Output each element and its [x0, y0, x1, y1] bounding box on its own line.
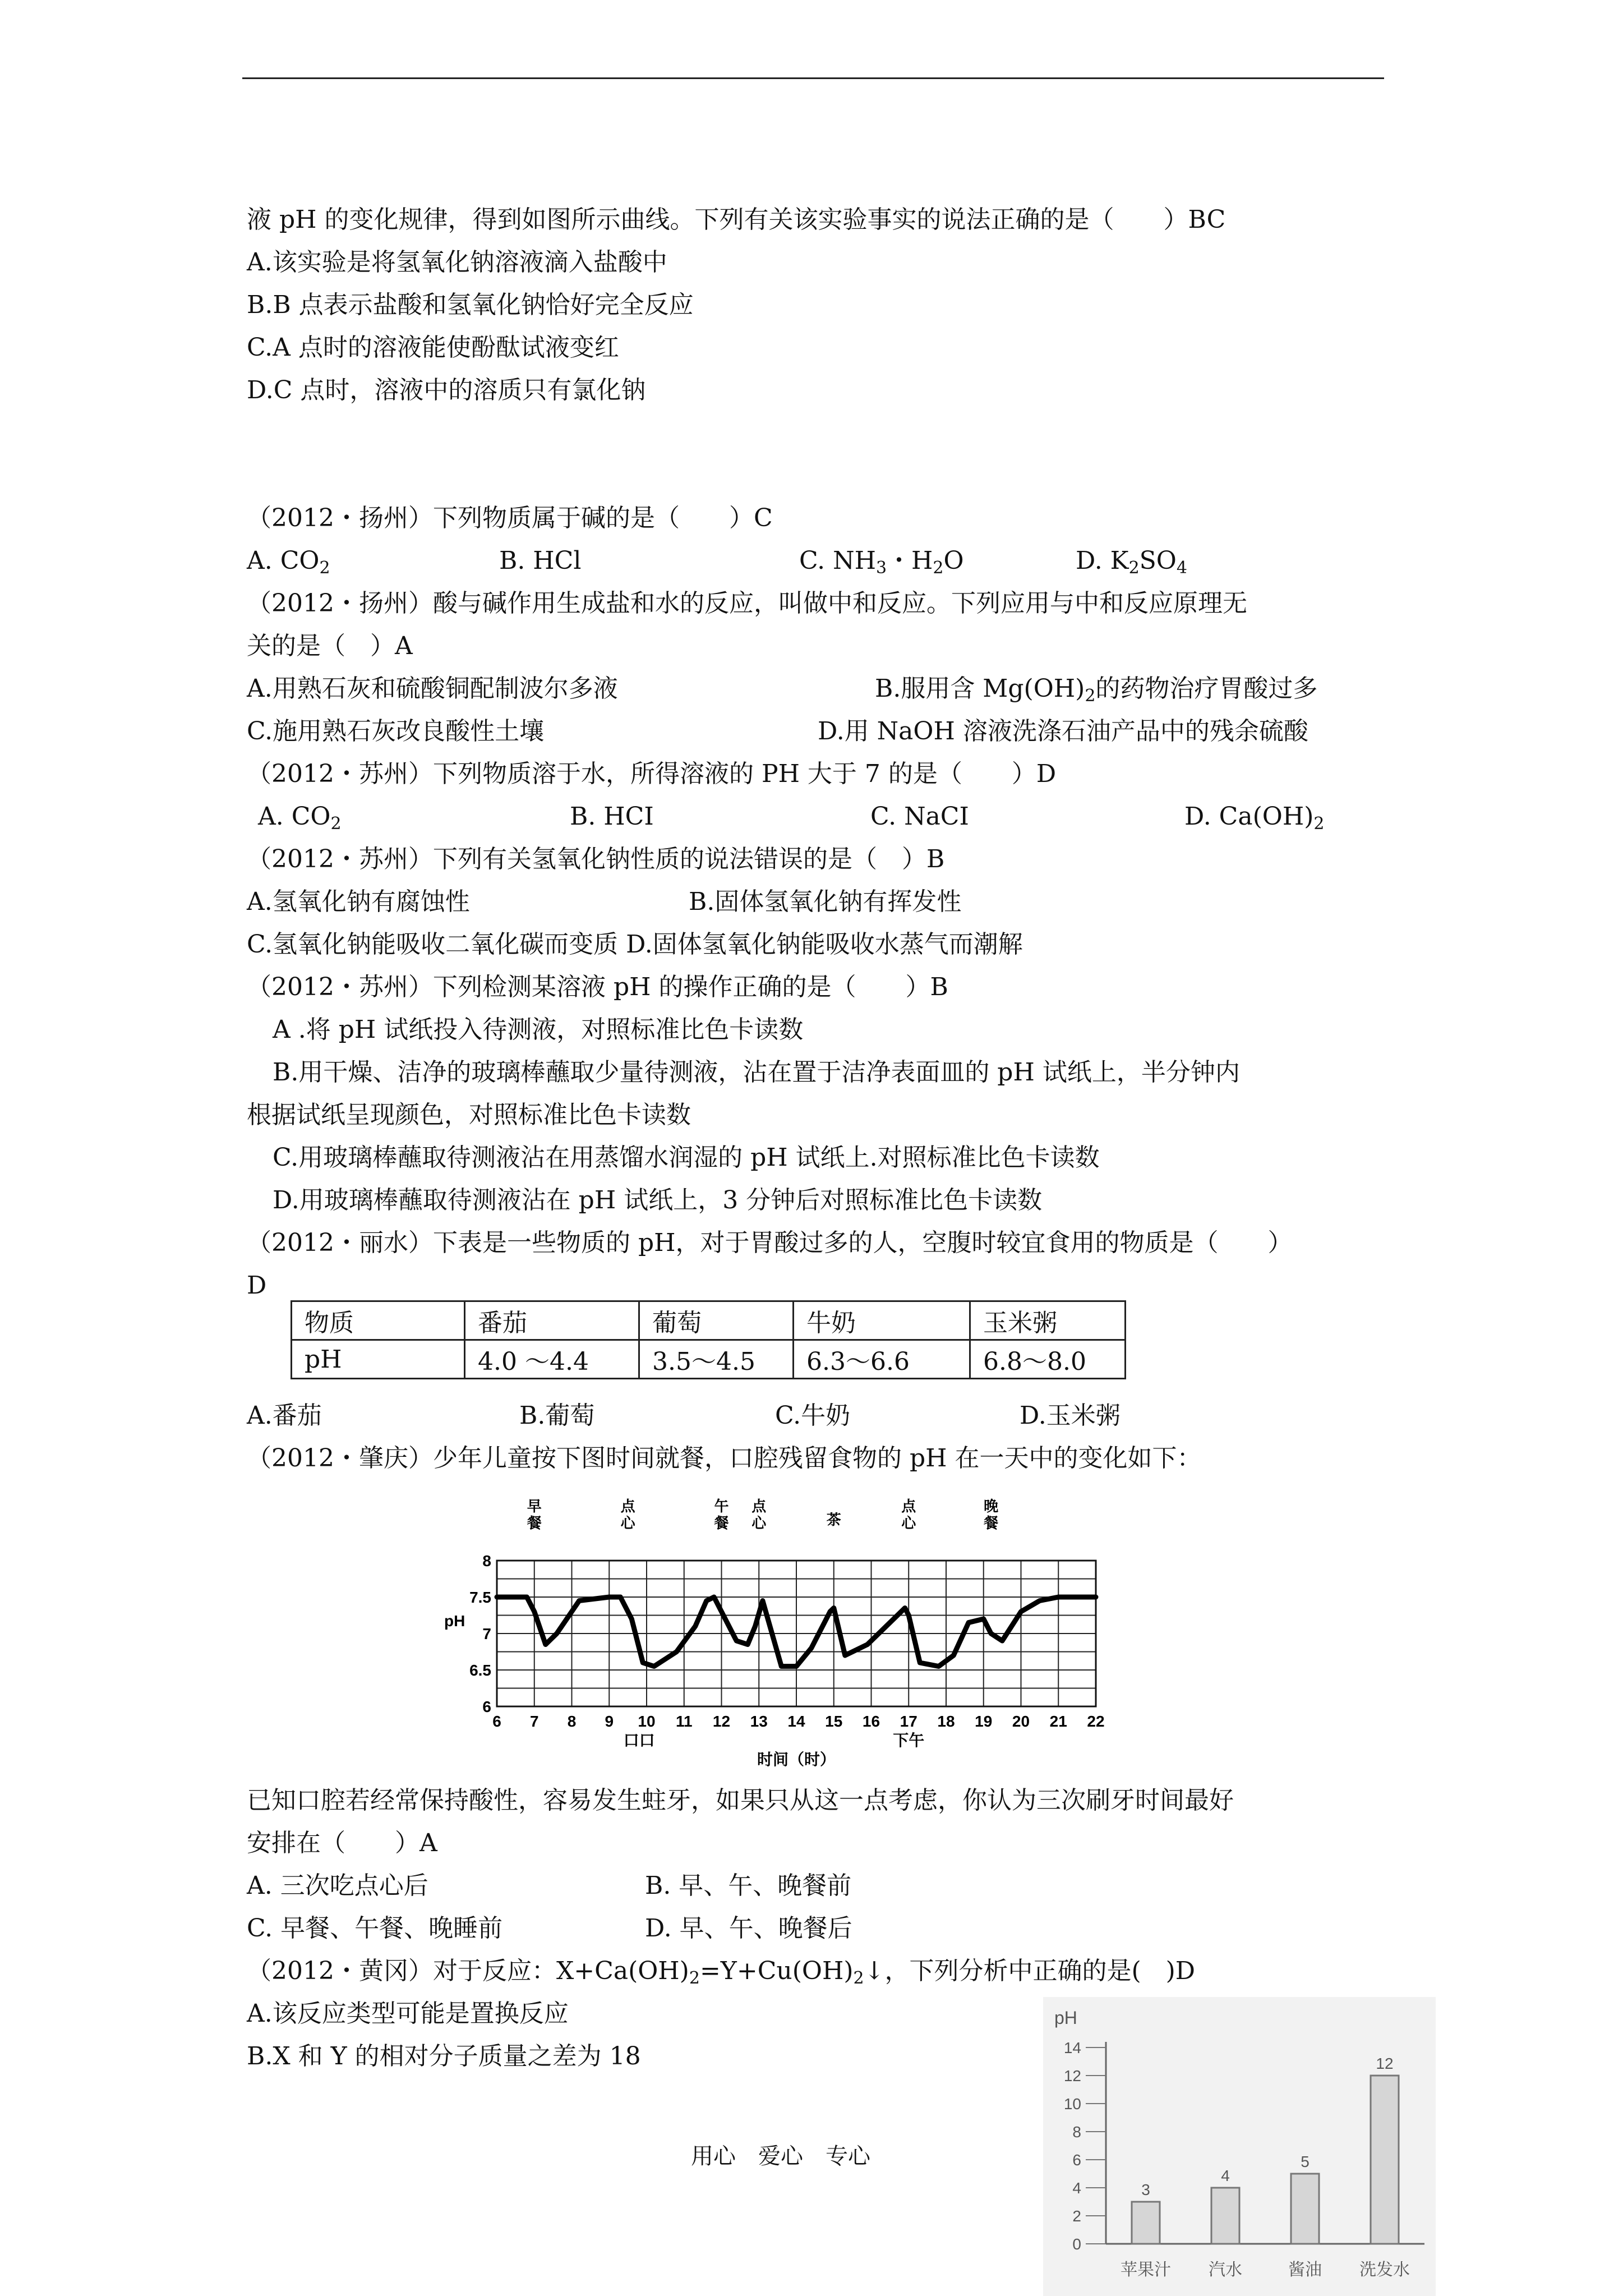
table-cell: 6.8～8.0	[970, 1340, 1126, 1379]
q2-option-d: D.用 NaOH 溶液洗涤石油产品中的残余硫酸	[818, 717, 1308, 746]
q1-option-d: D. $K_2SO_4$	[1076, 546, 1187, 578]
x-tick-label: 19	[975, 1713, 993, 1730]
q5-stem: （2012・苏州）下列检测某溶液 pH 的操作正确的是（ ）B	[247, 973, 948, 1001]
table-cell: 葡萄	[639, 1301, 794, 1340]
x-tick-label: 20	[1012, 1713, 1030, 1730]
x-tick-label: 21	[1049, 1713, 1067, 1730]
y-tick-label: 14	[1063, 2039, 1081, 2056]
category-label: 酱油	[1288, 2260, 1322, 2280]
q8-option-a: A.该反应类型可能是置换反应	[247, 1999, 569, 2028]
q8-option-b: B.X 和 Y 的相对分子质量之差为 18	[247, 2042, 641, 2070]
q7-stem: （2012・肇庆）少年儿童按下图时间就餐，口腔残留食物的 pH 在一天中的变化如下：	[247, 1444, 1202, 1473]
bar	[1371, 2076, 1399, 2244]
meal-label: 餐	[714, 1515, 729, 1532]
q0-option-b: B.B 点表示盐酸和氢氧化钠恰好完全反应	[247, 291, 694, 319]
q6-option-a: A.番茄	[247, 1401, 322, 1430]
y-tick-label: 6	[1072, 2151, 1081, 2169]
y-tick-label: 4	[1072, 2179, 1081, 2197]
meal-label: 早	[527, 1498, 542, 1515]
q3-stem: （2012・苏州）下列物质溶于水，所得溶液的 PH 大于 7 的是（ ）D	[247, 760, 1057, 788]
category-label: 洗发水	[1359, 2260, 1410, 2280]
table-cell: 玉米粥	[970, 1301, 1126, 1340]
table-cell: 牛奶	[794, 1301, 970, 1340]
meal-label: 点	[751, 1498, 767, 1515]
q0-option-d: D.C 点时，溶液中的溶质只有氯化钠	[247, 376, 646, 404]
meal-label: 心	[901, 1515, 916, 1532]
x-tick-label: 8	[567, 1713, 577, 1730]
x-tick-label: 14	[787, 1713, 805, 1730]
q5-option-d: D.用玻璃棒蘸取待测液沾在 pH 试纸上，3 分钟后对照标准比色卡读数	[273, 1186, 1043, 1214]
q6-option-c: C.牛奶	[775, 1401, 851, 1430]
x-tick-label: 15	[825, 1713, 843, 1730]
q7-after-line2: 安排在（ ）A	[247, 1829, 437, 1857]
q5-option-b-line1: B.用干燥、洁净的玻璃棒蘸取少量待测液，沾在置于洁净表面皿的 pH 试纸上，半分钟内	[273, 1058, 1240, 1087]
q4-stem: （2012・苏州）下列有关氢氧化钠性质的说法错误的是（ ）B	[247, 845, 945, 873]
q5-option-a: A .将 pH 试纸投入待测液，对照标准比色卡读数	[273, 1015, 804, 1044]
table-row	[292, 1301, 1126, 1340]
ph-bar-chart	[1043, 1997, 1436, 2296]
q2-stem-line2: 关的是（ ）A	[247, 632, 413, 660]
q6-stem-line1: （2012・丽水）下表是一些物质的 pH，对于胃酸过多的人，空腹时较宜食用的物质是（ ）	[247, 1228, 1293, 1257]
q0-option-c: C.A 点时的溶液能使酚酞试液变红	[247, 333, 619, 362]
bar-value-label: 12	[1376, 2055, 1394, 2072]
y-tick-label: 7	[482, 1625, 491, 1642]
bar-value-label: 3	[1141, 2181, 1150, 2198]
q7-option-c: C. 早餐、午餐、晚睡前	[247, 1914, 503, 1943]
y-tick-label: 2	[1072, 2207, 1081, 2225]
x-tick-label: 18	[937, 1713, 955, 1730]
q7-option-b: B. 早、午、晚餐前	[645, 1871, 852, 1900]
q1-option-b: B. HCl	[499, 546, 582, 575]
table-cell: 6.3～6.6	[794, 1340, 970, 1379]
q6-option-d: D.玉米粥	[1020, 1401, 1121, 1430]
q4-options-cd: C.氢氧化钠能吸收二氧化碳而变质 D.固体氢氧化钠能吸收水蒸气而潮解	[247, 930, 1023, 959]
x-axis-label: 时间（时）	[757, 1751, 836, 1768]
y-axis-label: pH	[1054, 2008, 1077, 2028]
x-tick-label: 12	[712, 1713, 731, 1730]
x-tick-label: 11	[675, 1713, 693, 1730]
q2-option-a: A.用熟石灰和硫酸铜配制波尔多液	[247, 674, 618, 703]
y-tick-label: 7.5	[469, 1589, 491, 1606]
q1-option-a: A. $CO_2$	[247, 546, 330, 578]
bar	[1132, 2202, 1160, 2244]
q0-line1: 液 pH 的变化规律，得到如图所示曲线。下列有关该实验事实的说法正确的是（ ）BC	[247, 205, 1226, 234]
x-tick-label: 7	[529, 1713, 539, 1730]
y-tick-label: 8	[1072, 2123, 1081, 2141]
y-tick-label: 6.5	[469, 1662, 491, 1679]
time-period-label: 下午	[893, 1731, 925, 1750]
q2-option-c: C.施用熟石灰改良酸性土壤	[247, 717, 545, 746]
meal-label: 茶	[826, 1512, 841, 1529]
table-cell: 番茄	[465, 1301, 639, 1340]
q4-option-b: B.固体氢氧化钠有挥发性	[689, 887, 962, 916]
q1-stem: （2012・扬州）下列物质属于碱的是（ ）C	[247, 504, 773, 532]
q2-stem-line1: （2012・扬州）酸与碱作用生成盐和水的反应，叫做中和反应。下列应用与中和反应原理无	[247, 589, 1247, 618]
ph-table	[291, 1300, 1126, 1379]
meal-label: 心	[620, 1515, 635, 1532]
q3-option-d: D. $Ca(OH)_2$	[1184, 802, 1325, 834]
x-tick-label: 17	[900, 1713, 917, 1730]
ph-line-chart	[415, 1492, 1155, 1773]
q7-option-d: D. 早、午、晚餐后	[645, 1914, 852, 1943]
table-cell: pH	[292, 1340, 465, 1379]
q1-option-c: C. $NH_3$・$H_2O$	[799, 546, 964, 578]
meal-label: 餐	[527, 1515, 542, 1532]
table-cell: 4.0 ～4.4	[465, 1340, 639, 1379]
table-cell: 3.5～4.5	[639, 1340, 794, 1379]
meal-label: 晚	[984, 1498, 999, 1515]
table-cell: 物质	[292, 1301, 465, 1340]
y-tick-label: 12	[1063, 2067, 1081, 2085]
q3-option-a: A. $CO_2$	[258, 802, 342, 834]
q5-option-b-line2: 根据试纸呈现颜色，对照标准比色卡读数	[247, 1101, 691, 1129]
y-axis-label: pH	[444, 1612, 465, 1630]
x-tick-label: 13	[750, 1713, 768, 1730]
x-tick-label: 16	[862, 1713, 880, 1730]
meal-label: 点	[620, 1498, 635, 1515]
bar-value-label: 5	[1301, 2153, 1310, 2170]
y-tick-label: 8	[482, 1552, 491, 1570]
q6-option-b: B.葡萄	[519, 1401, 595, 1430]
bar	[1291, 2174, 1319, 2244]
bar	[1211, 2188, 1239, 2244]
q4-option-a: A.氢氧化钠有腐蚀性	[247, 887, 470, 916]
q0-option-a: A.该实验是将氢氧化钠溶液滴入盐酸中	[247, 248, 667, 277]
category-label: 汽水	[1209, 2260, 1242, 2280]
y-tick-label: 10	[1063, 2095, 1081, 2113]
q2-option-b: B.服用含 $Mg(OH)_2$的药物治疗胃酸过多	[875, 674, 1318, 706]
header-rule	[242, 77, 1384, 79]
meal-label: 点	[901, 1498, 916, 1515]
q8-stem: （2012・黄冈）对于反应：$X+Ca(OH)_2=Y+Cu(OH)_2↓$，下列分析中正确的是( )D	[247, 1957, 1196, 1988]
q5-option-c: C.用玻璃棒蘸取待测液沾在用蒸馏水润湿的 pH 试纸上.对照标准比色卡读数	[273, 1143, 1100, 1172]
meal-label: 午	[714, 1498, 729, 1515]
x-tick-label: 22	[1087, 1713, 1105, 1730]
bar-value-label: 4	[1221, 2167, 1230, 2184]
category-label: 苹果汁	[1121, 2260, 1171, 2280]
q3-option-c: C. NaCI	[870, 802, 969, 831]
x-tick-label: 10	[638, 1713, 656, 1730]
y-tick-label: 0	[1072, 2235, 1081, 2253]
page-footer: 用心 爱心 专心	[691, 2143, 870, 2169]
x-tick-label: 9	[605, 1713, 614, 1730]
table-row	[292, 1340, 1126, 1379]
q7-option-a: A. 三次吃点心后	[247, 1871, 428, 1900]
meal-label: 心	[751, 1515, 767, 1532]
y-tick-label: 6	[482, 1698, 491, 1715]
time-period-label: 口口	[623, 1731, 655, 1750]
x-tick-label: 6	[492, 1713, 501, 1730]
q7-after-line1: 已知口腔若经常保持酸性，容易发生蛀牙，如果只从这一点考虑，你认为三次刷牙时间最好	[247, 1786, 1234, 1815]
meal-label: 餐	[984, 1515, 999, 1532]
q3-option-b: B. HCI	[570, 802, 654, 831]
q6-stem-line2: D	[247, 1271, 267, 1300]
